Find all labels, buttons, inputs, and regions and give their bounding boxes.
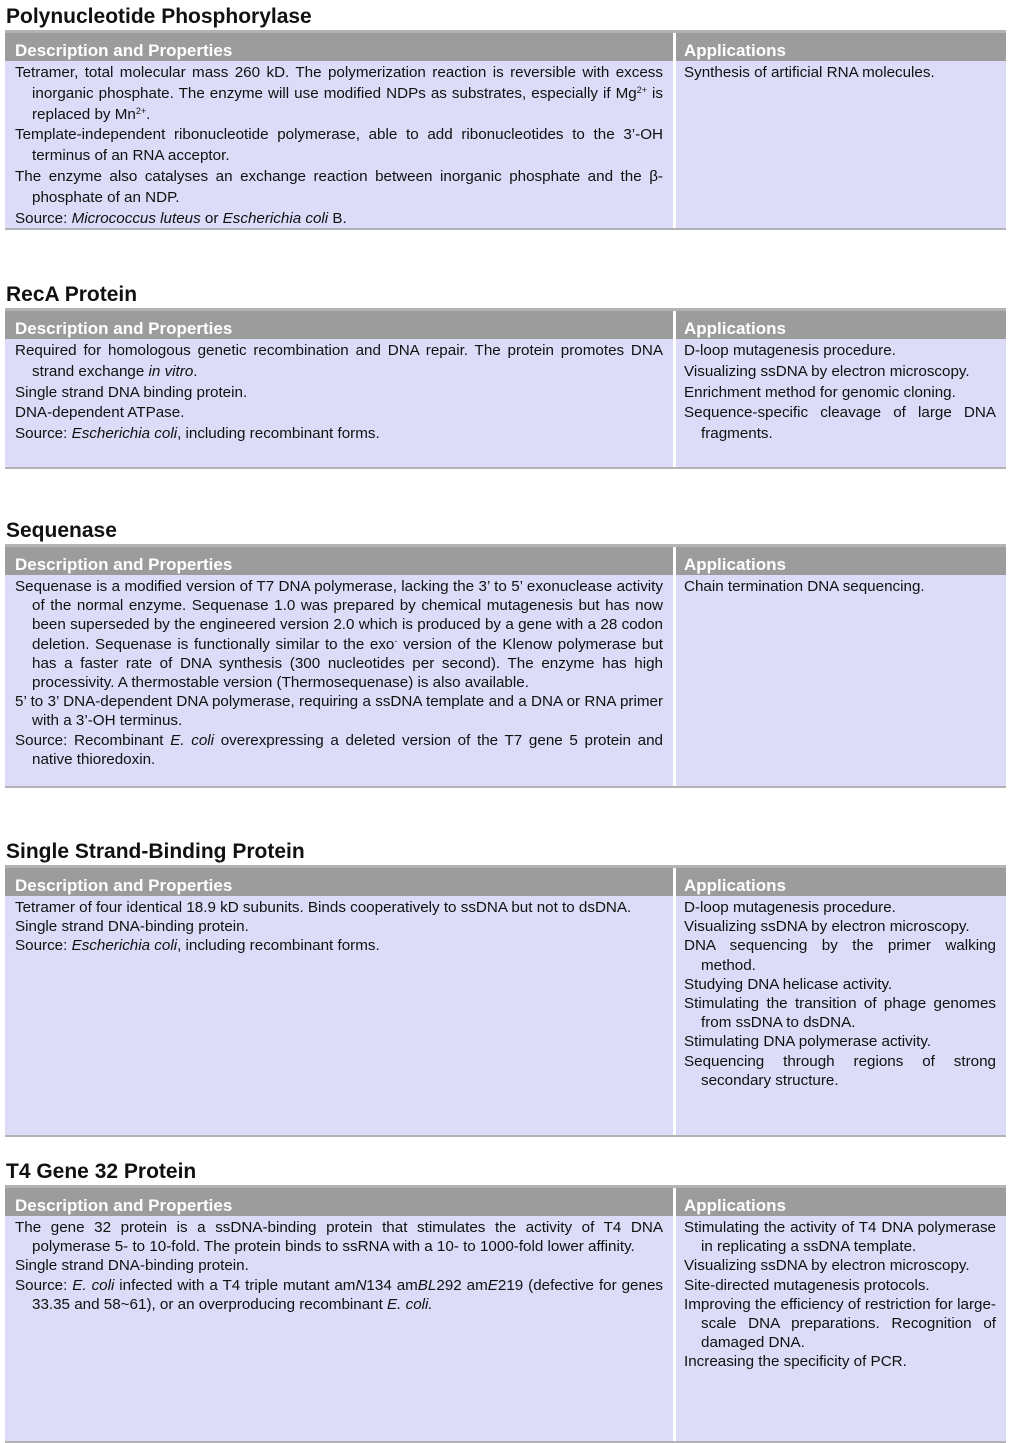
section-title: Single Strand-Binding Protein bbox=[6, 840, 305, 863]
text-run: Visualizing ssDNA by electron microscopy. bbox=[684, 362, 970, 380]
text-run: 2+ bbox=[135, 105, 147, 116]
text-run: B. bbox=[328, 209, 347, 227]
description-header: Description and Properties bbox=[5, 868, 673, 896]
text-run: The gene 32 protein is a ssDNA-binding protein that stimulates the activity of T4 DNA polymerase 5- to 10-fold. The protein binds to ssRNA with a 10- to 1000-fold lower affinity. bbox=[15, 1219, 663, 1256]
text-run: Stimulating the activity of T4 DNA polymerase in replicating a ssDNA template. bbox=[684, 1219, 996, 1256]
text-run: Stimulating DNA polymerase activity. bbox=[684, 1033, 932, 1051]
text-run: Escherichia coli bbox=[71, 937, 178, 955]
property-item bbox=[15, 917, 663, 936]
text-run: Single strand DNA-binding protein. bbox=[15, 1257, 249, 1275]
text-run: E. coli bbox=[170, 731, 215, 749]
text-run: is replaced by Mn bbox=[32, 84, 663, 123]
applications-cell bbox=[673, 339, 1006, 467]
property-item bbox=[15, 383, 663, 404]
section-title: Sequenase bbox=[6, 519, 117, 542]
text-run: 134 am bbox=[366, 1276, 418, 1294]
text-run: Template-independent ribonucleotide polymerase, able to add ribonucleotides to the 3’-OH terminus of an RNA acceptor. bbox=[15, 126, 663, 165]
text-run: . bbox=[193, 362, 198, 380]
text-run: infected with a T4 triple mutant am bbox=[114, 1276, 356, 1294]
application-item bbox=[684, 898, 996, 917]
applications-cell bbox=[673, 896, 1006, 1135]
property-item bbox=[15, 577, 663, 692]
property-item bbox=[15, 424, 663, 445]
text-run: E. coli. bbox=[387, 1295, 433, 1313]
text-run: Improving the efficiency of restriction for large-scale DNA preparations. Recognition of damaged DNA. bbox=[684, 1295, 996, 1352]
properties-table bbox=[5, 865, 1006, 1137]
text-run: Source: bbox=[15, 209, 72, 227]
property-item bbox=[15, 1276, 663, 1314]
text-run: Required for homologous genetic recombination and DNA repair. The protein promotes DNA strand exchange bbox=[15, 342, 663, 380]
property-item bbox=[15, 209, 663, 230]
application-item bbox=[684, 1276, 996, 1295]
properties-table bbox=[5, 1185, 1006, 1443]
text-run: E. coli bbox=[72, 1276, 115, 1294]
text-run: Visualizing ssDNA by electron microscopy. bbox=[684, 1257, 970, 1275]
description-cell bbox=[5, 575, 673, 786]
text-run: 219 (defective for genes 33.35 and 58~61), or an overproducing recombinant bbox=[32, 1276, 663, 1313]
text-run: Escherichia coli bbox=[222, 209, 329, 227]
application-item bbox=[684, 362, 996, 383]
text-run: DNA sequencing by the primer walking method. bbox=[684, 937, 996, 974]
text-run: Single strand DNA-binding protein. bbox=[15, 918, 249, 936]
section-title: RecA Protein bbox=[6, 283, 138, 306]
application-item bbox=[684, 577, 996, 596]
property-item bbox=[15, 898, 663, 917]
text-run: N bbox=[355, 1276, 367, 1294]
application-item bbox=[684, 1032, 996, 1051]
text-run: Enrichment method for genomic cloning. bbox=[684, 383, 956, 401]
text-run: 292 am bbox=[436, 1276, 488, 1294]
description-header: Description and Properties bbox=[5, 33, 673, 61]
text-run: in vitro bbox=[148, 362, 194, 380]
applications-cell bbox=[673, 575, 1006, 786]
property-item bbox=[15, 341, 663, 383]
text-run: , including recombinant forms. bbox=[177, 937, 380, 955]
text-run: Chain termination DNA sequencing. bbox=[684, 578, 925, 595]
application-item bbox=[684, 936, 996, 974]
property-item bbox=[15, 1218, 663, 1256]
text-run: Source: bbox=[15, 1276, 73, 1294]
text-run: The enzyme also catalyses an exchange reaction between inorganic phosphate and the β-phosphate of an NDP. bbox=[15, 167, 663, 206]
text-run: Escherichia coli bbox=[71, 425, 178, 443]
description-header: Description and Properties bbox=[5, 311, 673, 339]
text-run: D-loop mutagenesis procedure. bbox=[684, 342, 896, 359]
application-item bbox=[684, 1352, 996, 1371]
applications-header: Applications bbox=[673, 1188, 1006, 1216]
text-run: Site-directed mutagenesis protocols. bbox=[684, 1276, 930, 1294]
property-item bbox=[15, 403, 663, 424]
text-run: - bbox=[394, 635, 398, 646]
text-run: Increasing the specificity of PCR. bbox=[684, 1353, 907, 1371]
applications-header: Applications bbox=[673, 311, 1006, 339]
text-run: Sequence-specific cleavage of large DNA fragments. bbox=[684, 404, 996, 443]
text-run: 5’ to 3’ DNA-dependent DNA polymerase, requiring a ssDNA template and a DNA or RNA primer with a 3’-OH terminus. bbox=[15, 693, 663, 730]
description-header: Description and Properties bbox=[5, 1188, 673, 1216]
applications-header: Applications bbox=[673, 868, 1006, 896]
text-run: Source: Recombinant bbox=[15, 731, 171, 749]
text-run: , including recombinant forms. bbox=[177, 425, 380, 443]
application-item bbox=[684, 994, 996, 1032]
text-run: version of the Klenow polymerase but has a faster rate of DNA synthesis (300 nucleotides per second). The enzyme has high processivity. A thermostable version (Thermosequenase) is also available. bbox=[32, 635, 664, 692]
property-item bbox=[15, 936, 663, 955]
text-run: . bbox=[146, 105, 151, 123]
application-item bbox=[684, 403, 996, 445]
text-run: Sequencing through regions of strong secondary structure. bbox=[684, 1052, 996, 1089]
text-run: Visualizing ssDNA by electron microscopy. bbox=[684, 918, 970, 936]
text-run: or bbox=[200, 209, 223, 227]
properties-table bbox=[5, 308, 1006, 469]
text-run: Sequenase is a modified version of T7 DNA polymerase, lacking the 3’ to 5’ exonuclease activity of the normal enzyme. Sequenase 1.0 was prepared by chemical mutagenesis but has now been superseded by the engineered version 2.0 which is produced by a gene with a 28 codon deletion. Sequenase is functionally similar to the exo bbox=[15, 578, 663, 653]
property-item bbox=[15, 692, 663, 730]
text-run: Micrococcus luteus bbox=[71, 209, 201, 227]
properties-table bbox=[5, 30, 1006, 230]
text-run: Stimulating the transition of phage genomes from ssDNA to dsDNA. bbox=[684, 995, 996, 1032]
property-item bbox=[15, 125, 663, 167]
text-run: Single strand DNA binding protein. bbox=[15, 383, 248, 401]
application-item bbox=[684, 341, 996, 362]
text-run: D-loop mutagenesis procedure. bbox=[684, 899, 896, 916]
application-item bbox=[684, 1256, 996, 1275]
application-item bbox=[684, 917, 996, 936]
text-run: Studying DNA helicase activity. bbox=[684, 975, 893, 993]
text-run: Synthesis of artificial RNA molecules. bbox=[684, 64, 935, 81]
property-item bbox=[15, 731, 663, 769]
section-title: T4 Gene 32 Protein bbox=[6, 1160, 197, 1183]
section-title: Polynucleotide Phosphorylase bbox=[6, 5, 312, 28]
text-run: E bbox=[487, 1276, 498, 1294]
property-item bbox=[15, 167, 663, 209]
property-item bbox=[15, 1256, 663, 1275]
properties-table bbox=[5, 544, 1006, 788]
application-item bbox=[684, 1295, 996, 1353]
description-cell bbox=[5, 1216, 673, 1441]
text-run: DNA-dependent ATPase. bbox=[15, 404, 185, 422]
description-header: Description and Properties bbox=[5, 547, 673, 575]
application-item bbox=[684, 1218, 996, 1256]
application-item bbox=[684, 975, 996, 994]
application-item bbox=[684, 1052, 996, 1090]
property-item bbox=[15, 63, 663, 125]
description-cell bbox=[5, 339, 673, 467]
text-run: Tetramer of four identical 18.9 kD subunits. Binds cooperatively to ssDNA but not to dsDNA. bbox=[15, 899, 632, 916]
text-run: Source: bbox=[15, 937, 72, 955]
applications-cell bbox=[673, 61, 1006, 228]
applications-header: Applications bbox=[673, 33, 1006, 61]
applications-header: Applications bbox=[673, 547, 1006, 575]
text-run: Tetramer, total molecular mass 260 kD. The polymerization reaction is reversible with excess inorganic phosphate. The enzyme will use modified NDPs as substrates, especially if Mg bbox=[15, 64, 663, 102]
text-run: overexpressing a deleted version of the T7 gene 5 protein and native thioredoxin. bbox=[32, 731, 663, 768]
applications-cell bbox=[673, 1216, 1006, 1441]
text-run: Source: bbox=[15, 425, 72, 443]
description-cell bbox=[5, 61, 673, 228]
application-item bbox=[684, 383, 996, 404]
text-run: BL bbox=[417, 1276, 437, 1294]
description-cell bbox=[5, 896, 673, 1135]
application-item bbox=[684, 63, 996, 84]
text-run: 2+ bbox=[636, 84, 647, 95]
